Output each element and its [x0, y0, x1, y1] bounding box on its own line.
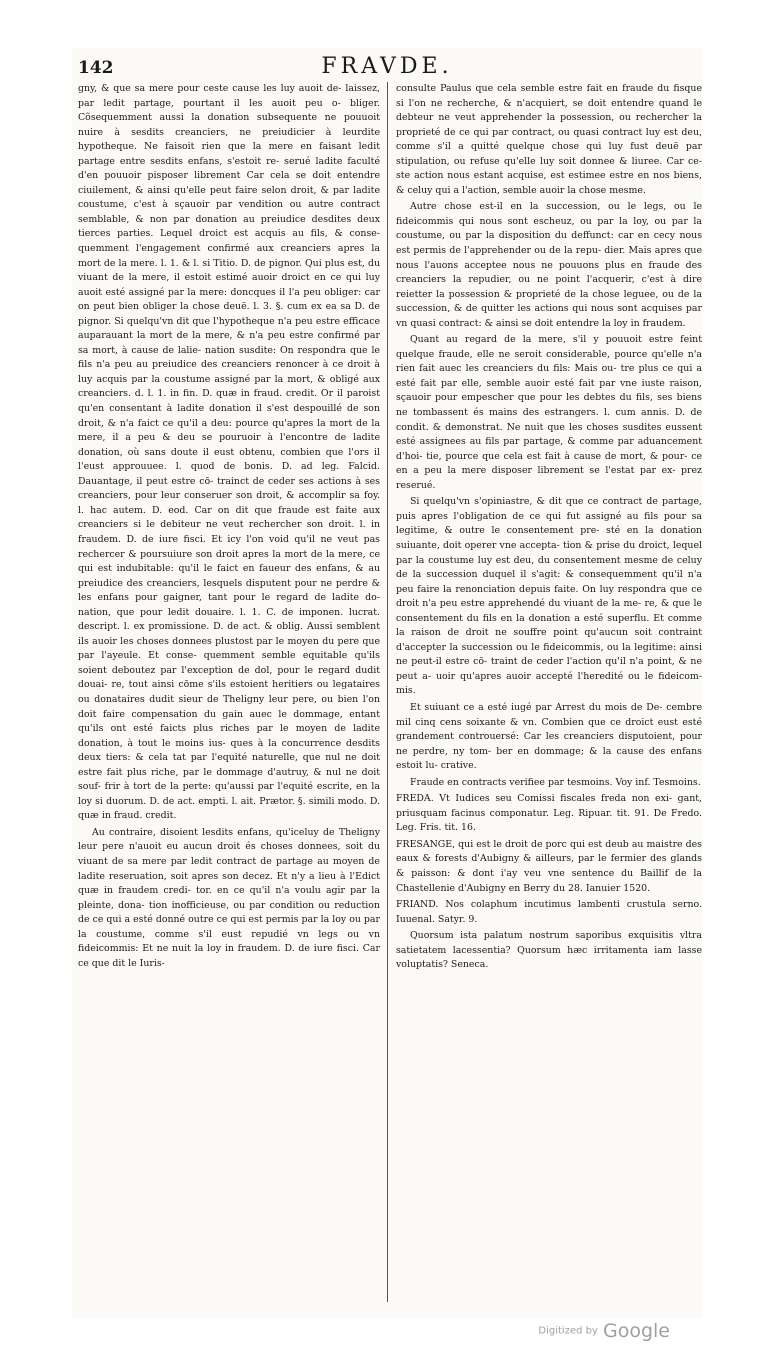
quotation: Quorsum ista palatum nostrum saporibus exquisitis vltra satietatem lacessentia? Quorsum hæc irritamenta iam lasse voluptatis? Seneca.: [396, 930, 702, 971]
digitized-by-label: Digitized by: [538, 1325, 598, 1337]
cross-reference: Fraude en contracts verifiee par tesmoins. Voy inf. Tesmoins.: [410, 776, 701, 788]
paragraph: Quant au regard de la mere, s'il y pouuoit estre feint quelque fraude, elle ne seroit considerable, pource qu'elle n'a rien fait auec les creanciers du fils: Mais ou- tre plus ce qui a esté fait par elle, semble auoir esté fait par vne iuste raison, sçauoir pour empescher que pour les debtes du fils, ses biens ne tombassent és mains des estrangers. l. cum annis. D. de condit. & demonstrat. Ne nuit que les choses susdites eussent esté assignees au fils par partage, & comme par aduancement d'hoi- tie, pource que cela est fait à cause de mort, & pour- ce en a peu la mere disposer librement se l'estat par ex- prez reserué.: [396, 334, 702, 491]
entry-fresange: FRESANGE, qui est le droit de porc qui est deub au maistre des eaux & forests d'Aubigny & ailleurs, par le fermier des glands & paisson: & dont i'ay veu vne sentence du Baillif de la Chastellenie d'Aubigny en Berry du 28. Ianuier 1520.: [396, 838, 702, 894]
page-number: 142: [78, 58, 114, 78]
page-header: [72, 48, 702, 82]
digitization-watermark: [538, 1320, 670, 1342]
text-columns: [78, 82, 702, 1318]
paragraph: Au contraire, disoient lesdits enfans, qu'iceluy de Theligny leur pere n'auoit eu aucun droit és choses donnees, soit du viuant de sa mere par ledit contract de partage au moyen de ladite reseruation, soit apres son decez. Et n'y a lieu à l'Edict quæ in fraudem credi- tor. en ce qu'il n'a voulu agir par la pleinte, dona- tion inofficieuse, ou par condition ou reduction de ce qui a esté donné outre ce qui est permis par la loy ou par la coustume, comme s'il eust repudié vn legs ou vn fideicommis: Et ne nuit la loy in fraudem. D. de iure fisci. Car ce que dit le Iuris-: [78, 826, 380, 969]
paragraph: Autre chose est-il en la succession, ou le legs, ou le fideicommis qui nous sont escheuz, ou par la loy, ou par la coustume, ou par la disposition du deffunct: car en cecy nous est permis de l'apprehender ou de la repu- dier. Mais apres que nous l'auons acceptee nous ne pouuons plus en fraude des creanciers la repudier, ou ne point l'acquerir, c'est à dire reietter la possession & proprieté de la chose leguee, ou de la succession, & de quitter les actions qui nous sont acquises par vn quasi contract: & ainsi se doit entendre la loy in fraudem.: [396, 201, 702, 329]
left-column: [78, 82, 380, 973]
running-head: FRAVDE.: [321, 54, 453, 79]
book-page: [72, 48, 702, 1318]
paragraph: consulte Paulus que cela semble estre fait en fraude du fisque si l'on ne recherche, & n'acquiert, se doit entendre quand le debteur ne veut apprehender la possession, ou rechercher la proprieté de ce qui par contract, ou quasi contract luy est deu, comme s'il a quitté quelque chose qui luy fust deuë par stipulation, ou refuse qu'elle luy soit donnee & liuree. Car ce- ste action nous estant acquise, est estimee estre en nos biens, & celuy qui a l'action, semble auoir la chose mesme.: [396, 83, 702, 196]
column-divider: [387, 82, 388, 1302]
entry-friand: FRIAND. Nos colaphum incutimus lambenti crustula serno. Iuuenal. Satyr. 9.: [396, 899, 702, 925]
paragraph: gny, & que sa mere pour ceste cause les luy auoit de- laissez, par ledit partage, pourtant il les auoit peu o- bliger. Cõsequemment aussi la donation subsequente ne pouuoit nuire à sesdits creanciers, ne preiudicier à leurdite hypotheque. Ne faisoit rien que la mere en faisant ledit partage entre sesdits enfans, s'estoit re- serué ladite faculté d'en pouuoir pisposer librement Car cela se doit entendre ciuilement, & ainsi qu'elle peut faire selon droit, & par ladite coustume, c'est à sçauoir par vendition ou autre contract semblable, & non par donation au preiudice desdites deux tierces parties. Lequel droict est acquis au fils, & conse- quemment l'engagement confirmé aux creanciers apres la mort de la mere. l. 1. & l. si Titio. D. de pignor. Qui plus est, du viuant de la mere, il estoit estimé auoir droict en ce qui luy auoit esté assigné par la mere: doncques il l'a peu obliger: car on peut bien obliger la chose deuë. l. 3. §. cum ex ea sa D. de pignor. Si quelqu'vn dit que l'hypotheque n'a peu estre efficace auparauant la mort de la mere, & n'a peu estre confirmé par sa mort, à cause de lalie- nation susdite: On respondra que le fils n'a peu au preiudice des creanciers renoncer à ce droit à luy acquis par la coustume assigné par la mort, & obligé aux creanciers. d. l. 1. in fin. D. quæ in fraud. credit. Or il paroist qu'en consentant à ladite donation il s'est despouillé de son droit, & n'a faict ce qu'il a deu: pource qu'apres la mort de la mere, il a peu & deu se pouruoir à l'encontre de ladite donation, où sans doute il eust obtenu, combien que l'ors il l'eust approuuee. l. quod de bonis. D. ad leg. Falcid. Dauantage, il peut estre cō- trainct de ceder ses actions à ses creanciers, pour leur conseruer son droit, & accomplir sa foy. l. hac autem. D. eod. Car on dit que fraude est faite aux creanciers si le debiteur ne veut rechercher son droit. l. in fraudem. D. de iure fisci. Et icy l'on void qu'il ne veut pas rechercer & poursuiure son droit apres la mort de la mere, ce qui est indubitable: qu'il le faict en faueur des enfans, & au preiudice des creanciers, lesquels disputent pour ne perdre & les enfans pour gaigner, tant pour le regard de ladite do- nation, que pour ledit douaire. l. 1. C. de imponen. lucrat. descript. l. ex promissione. D. de act. & oblig. Aussi semblent ils auoir les choses donnees plustost par le moyen du pere que par l'ayeule. Et conse- quemment semble equitable qu'ils soient deboutez par l'exception de dol, pour le regard dudit douai- re, tout ainsi cōme s'ils estoient heritiers ou legataires ou donataires dudit sieur de Theligny leur pere, ou bien l'on doit faire compensation du gain auec le dommage, entant qu'ils ont esté faicts plus riches par le moyen de ladite donation, à tout le moins ius- ques à la concurrence desdits deux tiers: & cela tat par l'equité naturelle, que nul ne doit estre fait plus riche, par le dommage d'autruy, & nul ne doit souf- frir à tort de la perte: qu'aussi par l'equité escrite, en la loy si duorum. D. de act. empti. l. ait. Prætor. §. simili modo. D. quæ in fraud. credit.: [78, 83, 380, 822]
google-logo: Google: [602, 1320, 670, 1342]
right-column: [396, 82, 702, 975]
paragraph: Si quelqu'vn s'opiniastre, & dit que ce contract de partage, puis apres l'obligation de ce qui fut assigné au fils pour sa legitime, & outre le consentement pre- sté en la donation suiuante, doit operer vne accepta- tion & prise du droict, lequel par la coustume luy est deu, du consentement mesme de celuy de la succession duquel il s'agit: & consequemment qu'il n'a peu faire la renonciation depuis faite. On luy respondra que ce droit n'a peu estre apprehendé du viuant de la me- re, & que le consentement du fils en la donation a esté superflu. Et comme la raison de droit ne souffre point qu'aucun soit contraint d'accepter la succession ou le fideicommis, ou la legitime: ainsi ne peut-il estre cō- traint de ceder l'action qu'il n'a point, & ne peut a- uoir qu'apres auoir accepté l'heredité ou le fideicom- mis.: [396, 496, 702, 697]
paragraph: Et suiuant ce a esté iugé par Arrest du mois de De- cembre mil cinq cens soixante & vn. Combien que ce droict eust esté grandement controuersé: Car les creanciers disputoient, pour ne perdre, ny tom- ber en dommage; & la cause des enfans estoit lu- crative.: [396, 701, 702, 772]
entry-freda: FREDA. Vt Iudices seu Comissi fiscales freda non exi- gant, priusquam facinus componatur. Leg. Ripuar. tit. 91. De Fredo. Leg. Fris. tit. 16.: [396, 793, 702, 834]
